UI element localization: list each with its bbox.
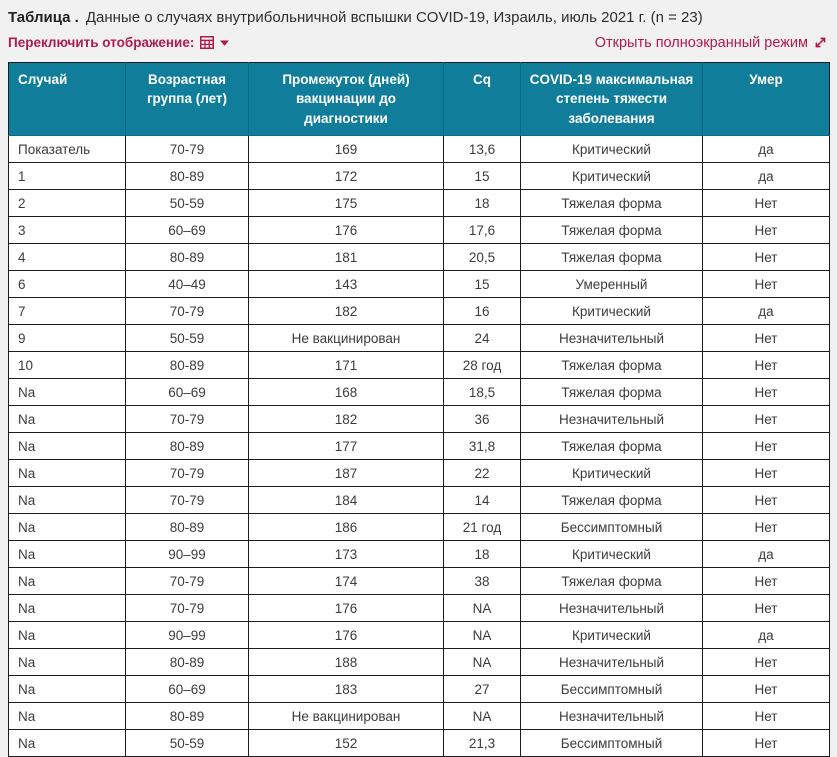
table-row [9,298,830,325]
col-header-vaccination-interval: Промежуток (дней) вакцинации до диагностики [249,62,444,136]
cell-severity: Тяжелая форма [521,379,703,406]
cell-cq: NA [444,649,521,676]
table-row [9,676,830,703]
cell-age-group: 70-79 [126,136,249,163]
cell-case: Na [9,649,126,676]
cell-died: Нет [703,460,830,487]
cell-vaccination-interval: 176 [249,217,444,244]
cell-vaccination-interval: 143 [249,271,444,298]
cell-case: 4 [9,244,126,271]
table-caption-label: Таблица . [8,9,79,26]
cell-vaccination-interval: 169 [249,136,444,163]
cell-case: Na [9,595,126,622]
cell-died: да [703,136,830,163]
cell-died: Нет [703,487,830,514]
cell-cq: 21 год [444,514,521,541]
cell-case: Na [9,379,126,406]
cell-age-group: 80-89 [126,352,249,379]
cell-vaccination-interval: 182 [249,406,444,433]
cell-died: Нет [703,703,830,730]
table-row [9,514,830,541]
cell-severity: Тяжелая форма [521,433,703,460]
cell-died: Нет [703,352,830,379]
cell-cq: 21,3 [444,730,521,757]
cell-severity: Незначительный [521,595,703,622]
cell-severity: Критический [521,460,703,487]
cell-vaccination-interval: 181 [249,244,444,271]
cell-age-group: 70-79 [126,298,249,325]
cell-vaccination-interval: 176 [249,595,444,622]
cell-died: Нет [703,379,830,406]
cell-cq: 18 [444,541,521,568]
col-header-died: Умер [703,62,830,136]
cell-cq: 28 год [444,352,521,379]
cell-case: Na [9,406,126,433]
cell-cq: 15 [444,271,521,298]
cell-died: Нет [703,649,830,676]
fullscreen-label: Открыть полноэкранный режим [595,35,808,51]
table-row [9,541,830,568]
table-caption [8,8,829,28]
col-header-case: Случай [9,62,126,136]
cell-severity: Незначительный [521,649,703,676]
cell-severity: Тяжелая форма [521,487,703,514]
cell-severity: Критический [521,163,703,190]
cell-vaccination-interval: 182 [249,298,444,325]
cell-severity: Критический [521,622,703,649]
cell-severity: Критический [521,298,703,325]
cell-case: 6 [9,271,126,298]
cell-age-group: 90–99 [126,541,249,568]
col-header-severity: COVID-19 максимальная степень тяжести заболевания [521,62,703,136]
table-row [9,703,830,730]
cell-case: Na [9,460,126,487]
cell-case: Na [9,568,126,595]
table-row [9,622,830,649]
cell-died: Нет [703,568,830,595]
cell-vaccination-interval: 171 [249,352,444,379]
cell-age-group: 50-59 [126,325,249,352]
cell-age-group: 40–49 [126,271,249,298]
cell-cq: 16 [444,298,521,325]
expand-arrows-icon [814,36,827,49]
cell-severity: Тяжелая форма [521,217,703,244]
table-grid-icon [200,36,214,49]
cell-case: Na [9,514,126,541]
cell-died: Нет [703,190,830,217]
cell-vaccination-interval: 183 [249,676,444,703]
cell-cq: 38 [444,568,521,595]
cell-died: Нет [703,433,830,460]
table-row [9,352,830,379]
cell-case: 2 [9,190,126,217]
cell-severity: Умеренный [521,271,703,298]
cell-died: Нет [703,730,830,757]
cell-vaccination-interval: 188 [249,649,444,676]
cell-age-group: 80-89 [126,244,249,271]
cell-vaccination-interval: 186 [249,514,444,541]
table-row [9,460,830,487]
cell-died: Нет [703,595,830,622]
cell-vaccination-interval: 176 [249,622,444,649]
cell-case: Na [9,703,126,730]
cell-cq: NA [444,595,521,622]
cell-vaccination-interval: Не вакцинирован [249,325,444,352]
toggle-display-label: Переключить отображение: [8,35,194,50]
cell-age-group: 80-89 [126,514,249,541]
table-row [9,406,830,433]
cell-age-group: 70-79 [126,568,249,595]
cell-age-group: 80-89 [126,433,249,460]
cell-age-group: 80-89 [126,649,249,676]
cell-cq: 24 [444,325,521,352]
cell-age-group: 60–69 [126,217,249,244]
cell-severity: Бессимптомный [521,514,703,541]
cell-severity: Критический [521,136,703,163]
cell-case: Na [9,676,126,703]
cell-vaccination-interval: 172 [249,163,444,190]
cell-case: 9 [9,325,126,352]
cell-cq: 17,6 [444,217,521,244]
table-row [9,568,830,595]
cell-severity: Тяжелая форма [521,244,703,271]
cell-age-group: 60–69 [126,676,249,703]
cell-case: Показатель [9,136,126,163]
cell-severity: Незначительный [521,406,703,433]
cell-case: Na [9,622,126,649]
table-row [9,730,830,757]
table-row [9,325,830,352]
cell-age-group: 70-79 [126,487,249,514]
cell-severity: Критический [521,541,703,568]
table-row [9,136,830,163]
cell-age-group: 50-59 [126,730,249,757]
cell-vaccination-interval: 184 [249,487,444,514]
cell-died: Нет [703,325,830,352]
caret-down-icon [220,40,229,46]
cell-vaccination-interval: Не вакцинирован [249,703,444,730]
table-row [9,217,830,244]
cell-died: да [703,541,830,568]
cell-age-group: 60–69 [126,379,249,406]
cell-severity: Бессимптомный [521,730,703,757]
cell-died: Нет [703,217,830,244]
cell-died: Нет [703,244,830,271]
cell-cq: 31,8 [444,433,521,460]
cell-vaccination-interval: 152 [249,730,444,757]
cell-vaccination-interval: 173 [249,541,444,568]
cell-age-group: 90–99 [126,622,249,649]
table-row [9,433,830,460]
cell-cq: 36 [444,406,521,433]
cell-severity: Незначительный [521,325,703,352]
cell-severity: Тяжелая форма [521,352,703,379]
cell-died: да [703,622,830,649]
cell-severity: Незначительный [521,703,703,730]
cell-case: 10 [9,352,126,379]
cell-died: Нет [703,271,830,298]
data-table [8,62,830,757]
cell-died: Нет [703,676,830,703]
cell-vaccination-interval: 174 [249,568,444,595]
cell-age-group: 70-79 [126,595,249,622]
cell-died: да [703,298,830,325]
cell-cq: 13,6 [444,136,521,163]
table-caption-text: Данные о случаях внутрибольничной вспышки COVID-19, Израиль, июль 2021 г. (n = 23) [86,9,703,26]
table-row [9,163,830,190]
table-row [9,271,830,298]
cell-case: 1 [9,163,126,190]
cell-cq: 22 [444,460,521,487]
fullscreen-link[interactable] [595,35,827,51]
cell-died: Нет [703,406,830,433]
table-header [9,62,830,136]
cell-died: да [703,163,830,190]
cell-age-group: 70-79 [126,460,249,487]
cell-severity: Тяжелая форма [521,190,703,217]
cell-vaccination-interval: 177 [249,433,444,460]
table-row [9,190,830,217]
toggle-display-link[interactable] [8,35,229,50]
table-row [9,487,830,514]
cell-cq: 15 [444,163,521,190]
cell-age-group: 80-89 [126,703,249,730]
cell-case: Na [9,541,126,568]
cell-case: 3 [9,217,126,244]
cell-case: Na [9,433,126,460]
cell-cq: 27 [444,676,521,703]
cell-age-group: 50-59 [126,190,249,217]
cell-cq: 18 [444,190,521,217]
cell-severity: Бессимптомный [521,676,703,703]
cell-vaccination-interval: 168 [249,379,444,406]
cell-vaccination-interval: 175 [249,190,444,217]
cell-vaccination-interval: 187 [249,460,444,487]
table-row [9,649,830,676]
table-row [9,595,830,622]
cell-age-group: 70-79 [126,406,249,433]
cell-case: Na [9,730,126,757]
col-header-cq: Cq [444,62,521,136]
cell-cq: NA [444,703,521,730]
table-toolbar [8,35,829,51]
table-row [9,244,830,271]
cell-severity: Тяжелая форма [521,568,703,595]
table-row [9,379,830,406]
cell-age-group: 80-89 [126,163,249,190]
col-header-age-group: Возрастная группа (лет) [126,62,249,136]
cell-cq: 14 [444,487,521,514]
cell-case: Na [9,487,126,514]
cell-cq: NA [444,622,521,649]
cell-cq: 18,5 [444,379,521,406]
table-body [9,136,830,757]
cell-died: Нет [703,514,830,541]
cell-case: 7 [9,298,126,325]
cell-cq: 20,5 [444,244,521,271]
